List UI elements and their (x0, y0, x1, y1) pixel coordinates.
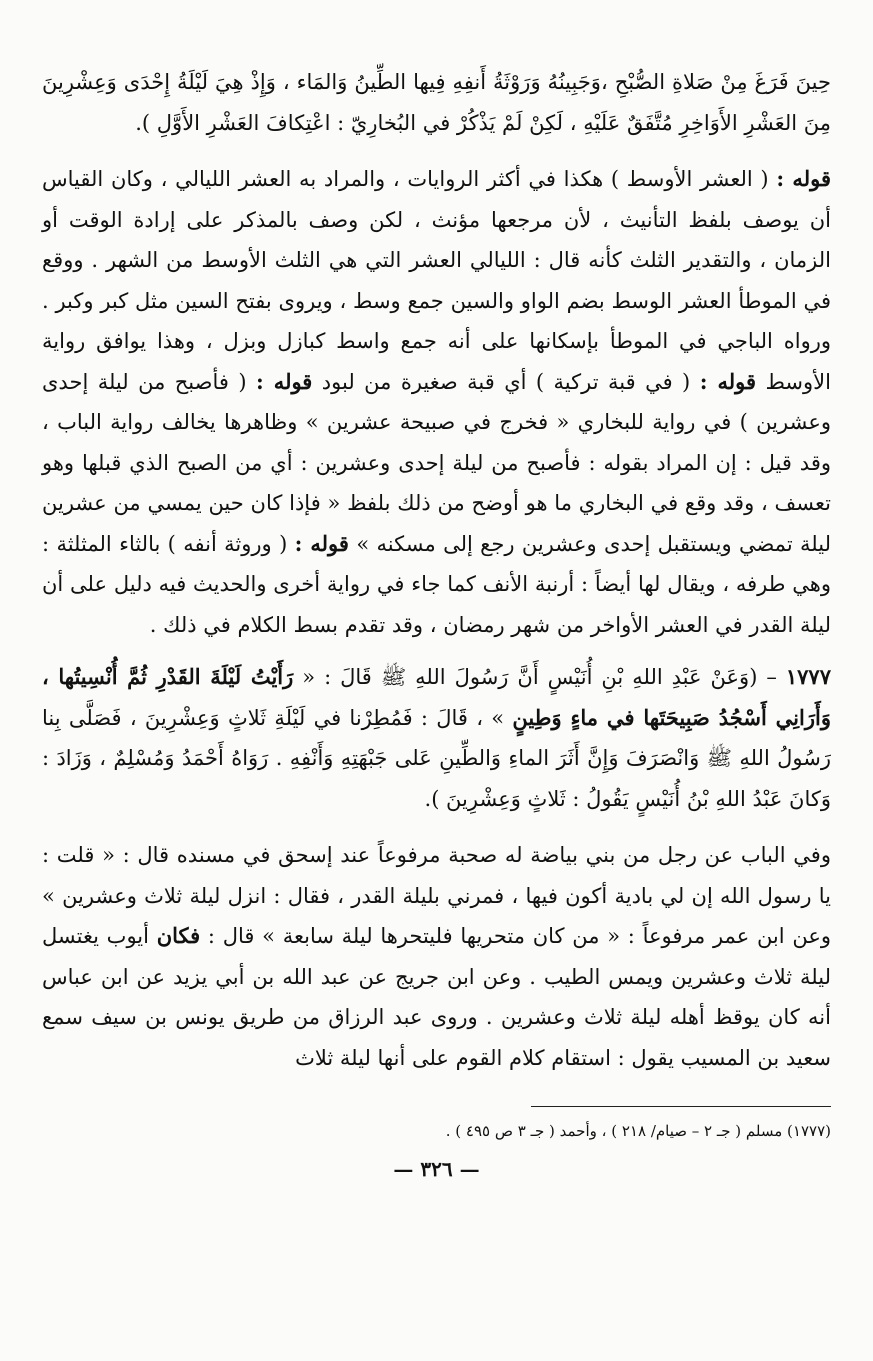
commentary-label: فكان (156, 923, 201, 948)
commentary-label: قوله : (776, 166, 831, 191)
commentary-label: قوله : (699, 368, 757, 394)
commentary-text: ( فأصبح من ليلة إحدى وعشرين ) في رواية للبخاري « فخرج في صبيحة عشرين » وظاهرها يخالف رواية الباب ، وقد قيل : إن المراد بقوله : فأصبح من ليلة إحدى وعشرين : أي من الصبح الذي قبلها وهو تعسف ، وقد وقع في البخاري ما هو أوضح من ذلك بلفظ « فإذا كان حين يمسي من عشرين ليلة تمضي ويستقبل إحدى وعشرين رجع إلى مسكنه » (42, 369, 831, 556)
hadith-rest: » ، قَالَ : فَمُطِرْنا في لَيْلَةِ ثَلاثٍ وَعِشْرِينَ ، فَصَلَّى بِنا رَسُولُ اللهِ ﷺ وَانْصَرَفَ وَإِنَّ أَثَرَ الماءِ وَالطِّينِ عَلى جَبْهَتِهِ وَأَنْفِهِ . رَوَاهُ أَحْمَدُ وَمُسْلِمٌ ، وَزَادَ : وَكانَ عَبْدُ اللهِ بْنُ أُنَيْسٍ يَقُولُ : ثَلاثٍ وَعِشْرِينَ ). (42, 705, 831, 811)
paragraph-commentary (42, 159, 831, 645)
commentary-text: وفي الباب عن رجل من بني بياضة له صحبة مرفوعاً عند إسحق في مسنده قال : « قلت : يا رسول الله إن لي بادية أكون فيها ، فمرني بليلة القدر ، فقال : انزل ليلة ثلاث وعشرين » وعن ابن عمر مرفوعاً : « من كان متحريها فليتحرها ليلة سابعة » قال : (42, 843, 831, 948)
hadith-text: حِينَ فَرَغَ مِنْ صَلاةِ الصُّبْحِ ،وَجَبِينُهُ وَرَوْثَةُ أَنفِهِ فِيها الطِّينُ وَالمَاء ، وَإِذْ هِيَ لَيْلَةُ إِحْدَى وَعِشْرِينَ مِنَ العَشْرِ الأَوَاخِرِ مُتَّفَقٌ عَلَيْهِ ، لَكِنْ لَمْ يَذْكُرْ في البُخارِيّ : اعْتِكافَ العَشْرِ الأَوَّلِ ). (42, 70, 831, 135)
paragraph-hadith-1777 (42, 657, 831, 819)
hadith-intro: – (وَعَنْ عَبْدِ اللهِ بْنِ أُنَيْسٍ أَنَّ رَسُولَ اللهِ ﷺ قَالَ : « (302, 665, 777, 689)
hadith-number: ١٧٧٧ (785, 664, 831, 689)
commentary-label: قوله : (255, 368, 313, 394)
commentary-text: ( في قبة تركية ) أي قبة صغيرة من لبود (321, 369, 691, 394)
paragraph-commentary-2 (42, 835, 831, 1078)
page-number: — ٣٢٦ — (393, 1157, 480, 1181)
footnote: (١٧٧٧) مسلم ( جـ ٢ – صيام/ ٢١٨ ) ، وأحمد ( جـ ٣ ص ٤٩٥ ) . (445, 1122, 831, 1140)
page-number-value: ٣٢٦ (420, 1157, 453, 1181)
commentary-text: ( العشر الأوسط ) هكذا في أكثر الروايات ، والمراد به العشر الليالي ، وكان القياس أن يوصف بلفظ التأنيث ، لأن مرجعها مؤنث ، لكن وصف بالمذكر على إرادة الوقت أو الزمان ، والتقدير الثلث كأنه قال : الليالي العشر التي هي الثلث الأوسط من الشهر . ووقع في الموطأ العشر الوسط بضم الواو والسين جمع وسط ، ويروى بفتح السين مثل كبر وكبر . ورواه الباجي في الموطأ بإسكانها على أنه جمع واسط كبازل وبزل ، وهذا يوافق رواية الأوسط (42, 167, 831, 394)
commentary-label: قوله : (294, 530, 349, 556)
commentary-text: أيوب يغتسل ليلة ثلاث وعشرين ويمس الطيب . وعن ابن جريج عن عبد الله بن أبي يزيد عن ابن عباس أنه كان يوقظ أهله ليلة ثلاث وعشرين . وروى عبد الرزاق من طريق يونس بن سيف سمع سعيد بن المسيب يقول : استقام كلام القوم على أنها ليلة ثلاث (42, 924, 831, 1070)
footnote-divider (531, 1106, 831, 1107)
commentary-text: ( وروثة أنفه ) بالثاء المثلثة : وهي طرفه ، ويقال لها أيضاً : أرنبة الأنف كما جاء في رواية أخرى والحديث فيه دليل على أن ليلة القدر في العشر الأواخر من شهر رمضان ، وقد تقدم بسط الكلام في ذلك . (42, 531, 831, 637)
paragraph-hadith-continuation (42, 62, 831, 143)
hadith-quote: رَأَيْتُ لَيْلَةَ القَدْرِ ثُمَّ أُنْسِيتُها ، وَأَرَانِي أَسْجُدُ صَبِيحَتَها في ماءٍ وَطِينٍ (42, 664, 831, 730)
